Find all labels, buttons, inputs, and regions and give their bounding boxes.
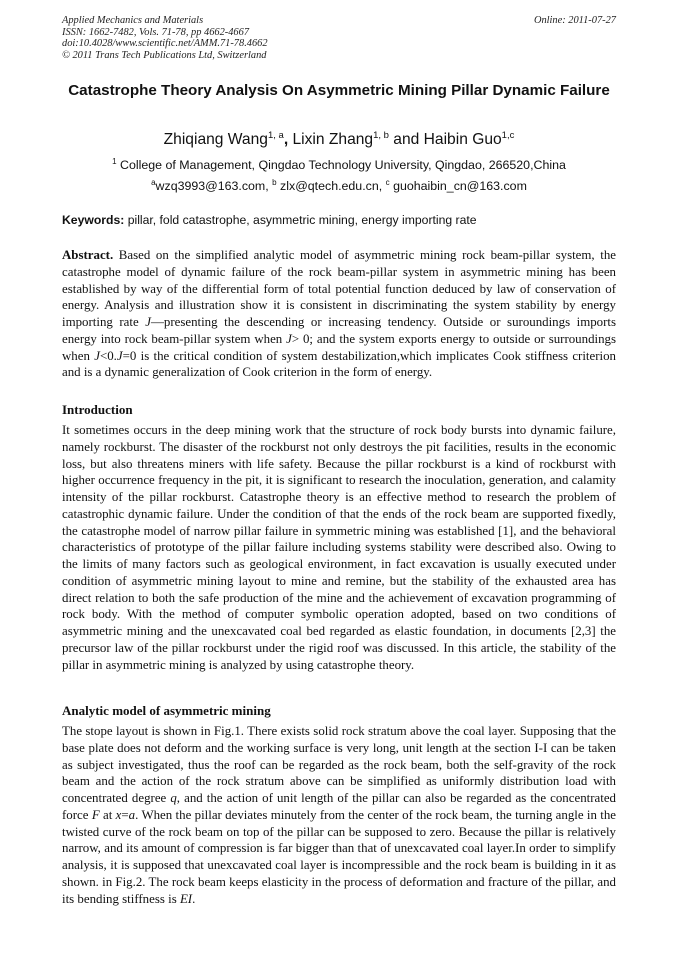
model-text — [62, 723, 616, 907]
author-name: Zhiqiang Wang — [163, 131, 268, 148]
text-run: . — [192, 891, 196, 906]
copyright-line: © 2011 Trans Tech Publications Ltd, Switzerland — [62, 49, 267, 61]
text-run: > 0; and the system exports energy to outside or surroundings when — [62, 331, 617, 363]
keywords-label: Keywords: — [62, 213, 125, 227]
journal-header — [62, 15, 616, 61]
math-symbol: EI — [179, 891, 193, 906]
model-heading: Analytic model of asymmetric mining — [62, 703, 271, 718]
email-address: wzq3993@163.com, — [155, 179, 273, 193]
journal-name: Applied Mechanics and Materials — [62, 15, 204, 26]
introduction-text: It sometimes occurs in the deep mining work that the structure of rock body bursts into dynamic failure, namely rockburst. The disaster of the rockburst not only destroys the pit facilities, results in the economic loss, but also threatens miners with life safety. Because the pillar rockburst is a kind of rockburst with higher occurrence frequency in the pit, it is significant to research the inoculation, generation, and calamity intensity of the pillar rockburst. Catastrophe theory is an effective method to research the problem of catastrophic dynamic failure. Under the condition of that the ends of the rock beam are supported fixedly, the catastrophe model of narrow pillar failure in symmetric mining was established [1], and the behavioral characteristics of prototype of the pillar failure including systems stability were described also. Owing to the limits of many factors such as geological environment, in fact excavation is usually executed under condition of asymmetric mining layout to mine and remine, but the stability of the exhausted area has direct relation to both the safe production of the mine and the achievement of excavation programming of rock body. With the method of computer symbolic operation adopted, based on two conditions of asymmetric mining and the unexcavated coal bed regarded as elastic foundation, in documents [2,3] the precursor law of the pillar rockburst under the rigid roof was discussed. In this article, the stability of the pillar in asymmetric mining is analyzed by using catastrophe theory. — [62, 423, 616, 672]
text-run: at — [99, 807, 116, 822]
math-symbol: a — [128, 807, 136, 822]
math-symbol: F — [91, 807, 100, 822]
math-symbol: J — [145, 315, 151, 329]
email-address: guohaibin_cn@163.com — [393, 179, 527, 193]
email-mark: a — [151, 178, 156, 187]
affiliation-mark: 1 — [112, 157, 117, 166]
author-separator: and — [388, 131, 424, 148]
text-run: <0. — [99, 348, 117, 363]
author-affiliation-mark: 1,c — [501, 130, 515, 141]
paper-title: Catastrophe Theory Analysis On Asymmetric Mining Pillar Dynamic Failure — [68, 82, 610, 99]
email-list — [62, 178, 616, 194]
text-run: The stope layout is shown in Fig.1. There exists solid rock stratum above the coal layer. Supposing that the base plate does not deform and the working surface is very long, unit length at the section I-I can be taken as subject investigated, thus the roof can be regarded as the rock beam, both the self-gravity of the rock beam and the action of the rock stratum above can be simplified as uniformly distribution load with concentrated degree — [62, 724, 616, 805]
math-symbol: J — [116, 348, 123, 363]
author-name: Haibin Guo — [423, 131, 502, 148]
keywords — [62, 213, 616, 228]
text-run: = — [121, 807, 129, 822]
email-address: zlx@qtech.edu.cn, — [280, 179, 386, 193]
math-symbol: q — [170, 791, 177, 805]
math-symbol: x — [115, 807, 122, 822]
math-symbol: J — [94, 348, 100, 363]
email-mark: b — [272, 178, 277, 187]
keywords-text: pillar, fold catastrophe, asymmetric mining, energy importing rate — [127, 213, 477, 227]
text-run: —presenting the descending or increasing tendency. Outside or suroundings imports energy into rock beam-pillar system when — [62, 315, 617, 346]
author-list — [62, 130, 616, 150]
text-run: Based on the simplified analytic model of asymmetric mining rock beam-pillar system, the catastrophe model of dynamic failure of the rock beam-pillar system in asymmetric mining has been established by way of the differential form of total potential function deduced by law of conservation of energy. Analysis and illustration show it is consistent in discriminating the system stability by energy importing rate — [62, 248, 616, 329]
affiliation — [62, 157, 616, 173]
affiliation-text: College of Management, Qingdao Technology University, Qingdao, 266520,China — [120, 158, 566, 172]
text-run: , and the action of unit length of the pillar can also be regarded as the concentrated force — [62, 791, 616, 822]
journal-meta — [62, 15, 616, 61]
author-name: Lixin Zhang — [292, 131, 374, 148]
text-run: . When the pillar deviates minutely from the center of the rock beam, the turning angle in the twisted curve of the rock beam on top of the pillar can be supposed to zero. Because the pillar is relatively narrow, and its amount of compression is far bigger than that of unexcavated coal layer.In order to simplify analysis, it is supposed that unexcavated coal layer is incompressible and the rock beam is building in it as shown. in Fig.2. The rock beam keeps elasticity in the process of deformation and fracture of the pillar, and its bending stiffness is — [62, 807, 617, 906]
author-affiliation-mark: 1, b — [373, 130, 389, 141]
issn-line: ISSN: 1662-7482, Vols. 71-78, pp 4662-4667 — [62, 26, 250, 38]
author-affiliation-mark: 1, a — [267, 130, 284, 141]
email-mark: c — [385, 178, 390, 187]
abstract-body — [62, 248, 616, 379]
abstract-label: Abstract. — [62, 248, 114, 262]
text-run: =0 is the critical condition of system destabilization,which implicates Cook stiffness criterion and is a dynamic generalization of Cook criterion in the form of energy. — [62, 348, 616, 380]
doi-line: doi:10.4028/www.scientific.net/AMM.71-78.4662 — [62, 38, 268, 50]
introduction-heading: Introduction — [62, 402, 133, 417]
author-separator: , — [283, 131, 293, 148]
online-date: Online: 2011-07-27 — [533, 15, 616, 26]
abstract — [62, 247, 616, 381]
math-symbol: J — [286, 331, 292, 346]
